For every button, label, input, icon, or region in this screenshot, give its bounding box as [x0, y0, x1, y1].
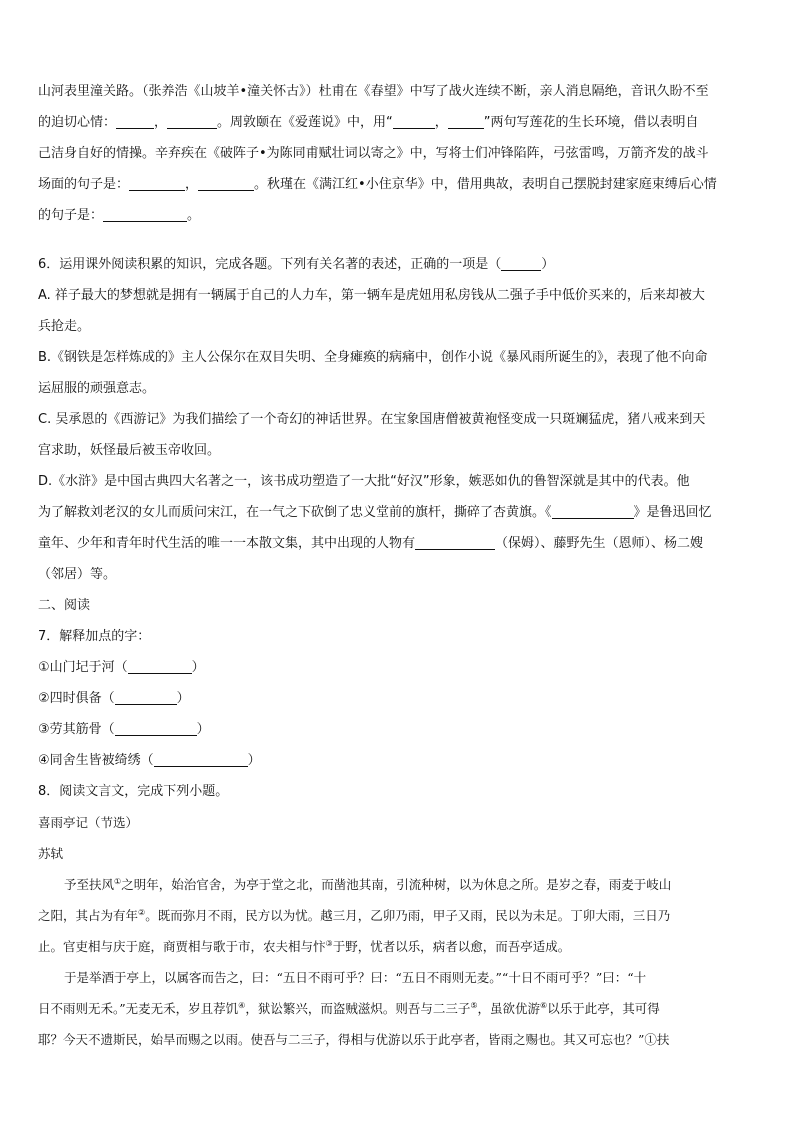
passage-line: 日不雨则无禾。”无麦无禾，岁且荐饥④，狱讼繁兴，而盗贼滋炽。则吾与二三子⑤，虽欲优游⑥以乐于此亭，其可得 [38, 1000, 660, 1016]
q7-item: ②四时俱备（ ） [38, 691, 190, 706]
passage-line: 止。官吏相与庆于庭，商贾相与歌于市，农夫相与忭③于野，忧者以乐，病者以愈，而吾亭适成。 [38, 938, 571, 954]
option-a: A. 祥子最大的梦想就是拥有一辆属于自己的人力车，第一辆车是虎妞用私房钱从二强子手中低价买来的，后来却被大 [38, 288, 705, 303]
answer-blank[interactable] [115, 690, 177, 705]
answer-blank[interactable] [129, 176, 185, 191]
answer-blank[interactable] [115, 721, 197, 736]
passage-line: 于是举酒于亭上，以属客而告之，曰：“五日不雨可乎？曰：“五日不雨则无麦。”“十日不雨可乎？”曰：“十 [64, 970, 647, 985]
answer-blank[interactable] [198, 176, 254, 191]
question-stem: 6．运用课外阅读积累的知识，完成各题。下列有关名著的表述，正确的一项是（ ） [38, 257, 555, 272]
option-b-cont: 运屈服的顽强意志。 [38, 381, 156, 396]
text-line: 的迫切心情： ， 。周敦颐在《爱莲说》中，用“ ， ”两句写莲花的生长环境，借以表明自 [38, 115, 699, 130]
answer-blank[interactable] [393, 114, 435, 129]
option-a-cont: 兵抢走。 [38, 319, 91, 334]
passage-title: 喜雨亭记（节选） [38, 815, 139, 830]
option-c: C. 吴承恩的《西游记》为我们描绘了一个奇幻的神话世界。在宝象国唐僧被黄袍怪变成一只斑斓猛虎，猪八戒来到天 [38, 412, 706, 427]
answer-blank[interactable] [552, 504, 634, 519]
q7-item: ④同舍生皆被绮绣（ ） [38, 753, 261, 768]
question-stem: 8．阅读文言文，完成下列小题。 [38, 784, 229, 799]
passage-line: 之阳，其占为有年②。既而弥月不雨，民方以为忧。越三月，乙卯乃雨，甲子又雨，民以为未足。丁卯大雨，三日乃 [38, 907, 671, 923]
passage-line: 耶？今天不遗斯民，始旱而赐之以雨。使吾与二三子，得相与优游以乐于此亭者，皆雨之赐也。其又可忘也？”①扶 [38, 1032, 670, 1047]
option-d: D.《水浒》是中国古典四大名著之一，该书成功塑造了一大批“好汉”形象，嫉恶如仇的鲁智深就是其中的代表。他 [38, 474, 690, 489]
answer-blank[interactable] [167, 114, 217, 129]
option-d-cont: 为了解救刘老汉的女儿而质问宋江，在一气之下砍倒了忠义堂前的旗杆，撕碎了杏黄旗。《 》是鲁迅回忆 [38, 505, 712, 520]
section5-continuation [38, 76, 758, 231]
question-8 [38, 776, 758, 1055]
answer-blank[interactable] [448, 114, 484, 129]
text-line: 场面的句子是： ， 。秋瑾在《满江红•小住京华》中，借用典故，表明自己摆脱封建家庭束缚后心情 [38, 177, 717, 192]
passage-author: 苏轼 [38, 846, 64, 861]
option-c-cont: 宫求助，妖怪最后被玉帝收回。 [38, 443, 221, 458]
answer-blank[interactable] [128, 659, 192, 674]
option-b: B.《钢铁是怎样炼成的》主人公保尔在双目失明、全身瘫痪的病痛中，创作小说《暴风雨所诞生的》，表现了他不向命 [38, 350, 708, 365]
question-6 [38, 249, 758, 590]
section-heading: 二、阅读 [38, 598, 91, 613]
q7-item: ③劳其筋骨（ ） [38, 722, 210, 737]
question-stem: 7．解释加点的字： [38, 629, 151, 644]
question-7 [38, 621, 758, 776]
passage-line: 予至扶风①之明年，始治官舍，为亭于堂之北，而凿池其南，引流种树，以为休息之所。是岁之春，雨麦于岐山 [64, 876, 672, 892]
answer-blank[interactable] [116, 114, 154, 129]
text-line: 山河表里潼关路。（张养浩《山坡羊•潼关怀古》）杜甫在《春望》中写了战火连续不断，亲人消息隔绝，音讯久盼不至 [38, 84, 709, 99]
q7-item: ①山门圮于河（ ） [38, 660, 205, 675]
text-line: 的句子是： 。 [38, 208, 201, 223]
answer-blank[interactable] [501, 256, 541, 271]
answer-blank[interactable] [415, 535, 495, 550]
text-line: 己洁身自好的情操。辛弃疾在《破阵子•为陈同甫赋壮词以寄之》中，写将士们冲锋陷阵，弓弦雷鸣，万箭齐发的战斗 [38, 146, 709, 161]
answer-blank[interactable] [103, 207, 187, 222]
option-d-cont: （邻居）等。 [38, 567, 117, 582]
answer-blank[interactable] [154, 752, 248, 767]
option-d-cont: 童年、少年和青年时代生活的唯一一本散文集，其中出现的人物有 （保姆）、藤野先生（恩师）、杨二嫂 [38, 536, 704, 551]
